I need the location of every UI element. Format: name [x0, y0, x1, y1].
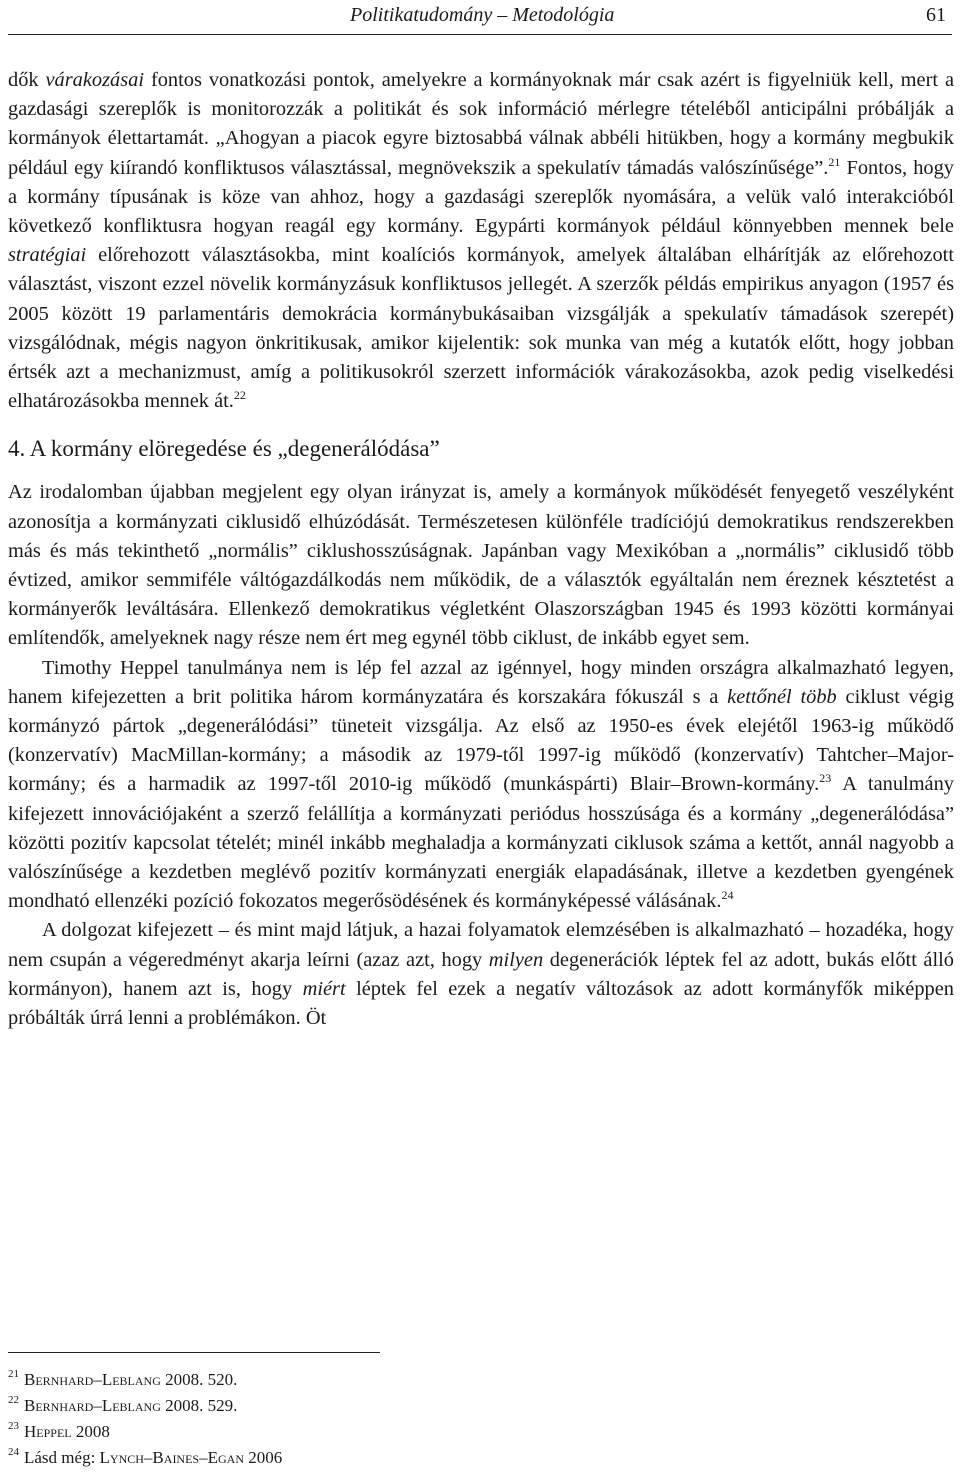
footnote-ref-23[interactable]: 23: [819, 771, 832, 786]
text-run: Fontos, hogy a kormány típusának is köze van ahhoz, hogy a gazdasági szereplők nyomására, a velük való interakcióból következő konfliktusra hogyan reagál egy kormány. Egypárti kormányok például könnyebben mennek bele: [8, 156, 954, 238]
footnote-author: Heppel: [24, 1422, 72, 1441]
footnote: [8, 1393, 282, 1419]
footnote-ref-22[interactable]: 22: [233, 388, 246, 403]
italic-run: milyen: [488, 948, 544, 971]
footnote-number: 22: [8, 1394, 19, 1406]
italic-run: stratégiai: [8, 244, 87, 267]
text-run: degenerációk léptek fel az adott, bukás előtt álló kormányon), hanem azt is, hogy: [8, 948, 955, 1000]
text-run: dők: [8, 69, 46, 91]
footnote-rest: 2008. 529.: [160, 1396, 238, 1415]
paragraph-2: Az irodalomban újabban megjelent egy olyan irányzat is, amely a kormányok működését fenyegető veszélyként azonosítja a kormányzati ciklusidő elhúzódását. Természetesen különféle tradíciójú demokratikus rendszerekben más és más tekinthető „normális” ciklushosszúságnak. Japánban vagy Mexikóban a „normális” ciklusidő több évtized, amikor semmiféle váltógazdálkodás nem működik, de a választók egyáltalán nem éreznek késztetést a kormányerők leváltására. Ellenkező demokratikus végletként Olaszországban 1945 és 1993 közötti kormányai említendők, amelyeknek nagy része nem ért meg egynél több ciklust, de inkább egyet sem.: [8, 481, 954, 650]
footnote-ref-21[interactable]: 21: [828, 154, 841, 169]
paragraph-1: [8, 66, 954, 416]
footnote-author: Lynch–Baines–Egan: [99, 1448, 244, 1467]
text-run: fontos vonatkozási pontok, amelyekre a kormányoknak már csak azért is figyelniük kell, mert a gazdasági szereplők is monitorozzák a politikát és sok információ mérlegre tételéből anticipálni próbálják a kormányok élettartamát. „Ahogyan a piacok egyre biztosabbá válnak abbéli hitükben, hogy a kormány megbukik például egy kiírandó konfliktusos választással, megnövekszik a spekulatív támadás valószínűsége”.: [8, 69, 954, 179]
footnote: [8, 1367, 282, 1393]
italic-run: kettőnél több: [727, 685, 837, 708]
section-heading: 4. A kormány elöregedése és „degenerálódása”: [8, 436, 440, 462]
footnote-rest: 2008: [71, 1422, 110, 1441]
footnotes: [8, 1367, 282, 1471]
footnote: [8, 1419, 282, 1445]
footnote-rest: 2008. 520.: [160, 1370, 238, 1389]
footnote-divider: [8, 1352, 380, 1353]
page-header: [8, 0, 952, 35]
main-text: [8, 66, 954, 1033]
page-number: 61: [926, 4, 946, 26]
text-run: léptek fel ezek a negatív változások az adott kormányfők miképpen próbálták úrrá lenni a problémákon. Öt: [8, 977, 954, 1030]
text-run: ciklust végig kormányzó pártok „degenerálódási” tüneteit vizsgálja. Az első az 1950-es évek elejétől 1963-ig működő (konzervatív) MacMillan-kormány; a második az 1979-től 1997-ig működő (konzervatív) Tahtcher–Major-kormány; és a harmadik az 1997-től 2010-ig működő (munkáspárti) Blair–Brown-kormány.: [8, 685, 954, 796]
paragraph-4: [8, 916, 954, 1033]
footnote-prefix: Lásd még:: [24, 1448, 100, 1467]
footnote-rest: 2006: [244, 1448, 283, 1467]
footnote-author: Bernhard–Leblang: [24, 1396, 161, 1415]
text-run: A dolgozat kifejezett – és mint majd látjuk, a hazai folyamatok elemzésében is alkalmazható – hozadéka, hogy nem csupán a végeredményt akarja leírni (azaz azt, hogy: [8, 919, 954, 971]
footnote-ref-24[interactable]: 24: [721, 888, 734, 903]
footnote-number: 23: [8, 1420, 19, 1432]
running-title: Politikatudomány – Metodológia: [350, 4, 615, 26]
text-run: A tanulmány kifejezett innovációjaként a szerző felállítja a kormányzati periódus hosszúsága és a kormány „degenerálódása” közötti pozitív kapcsolat tételét; minél inkább meghaladja a kormányzati ciklusok száma a kettőt, annál nagyobb a valószínűsége a kezdetben meglévő pozitív kormányzati energiák elapadásának, illetve a kezdetben gyengének mondható ellenzéki pozíció fokozatos megerősödésének és kormányképessé válásának.: [8, 773, 954, 913]
text-run: Timothy Heppel tanulmánya nem is lép fel azzal az igénnyel, hogy minden országra alkalmazható legyen, hanem kifejezetten a brit politika három kormányzatára és korszakára fókuszál s a: [8, 656, 954, 708]
footnote-number: 21: [8, 1368, 19, 1380]
italic-run: várakozásai: [45, 69, 145, 91]
paragraph-3: [8, 654, 954, 917]
footnote-number: 24: [8, 1446, 19, 1458]
italic-run: miért: [302, 977, 346, 1000]
text-run: előrehozott választásokba, mint koalíciós kormányok, amelyek általában elhárítják az előrehozott választást, viszont ezzel növelik kormányzásuk konfliktusos jellegét. A szerzők példás empirikus anyagon (1957 és 2005 között 19 parlamentáris demokrácia kormánybukásaiban vizsgálják a spekulatív támadások szerepét) vizsgálódnak, mégis nagyon önkritikusak, amikor kijelentik: sok munka van még a kutatók előtt, hogy jobban értsék azt a mechanizmust, amíg a politikusokról szerzett információk várakozásokba, azok pedig viselkedési elhatározásokba mennek át.: [8, 244, 954, 413]
footnote-author: Bernhard–Leblang: [24, 1370, 161, 1389]
footnote: [8, 1445, 282, 1471]
